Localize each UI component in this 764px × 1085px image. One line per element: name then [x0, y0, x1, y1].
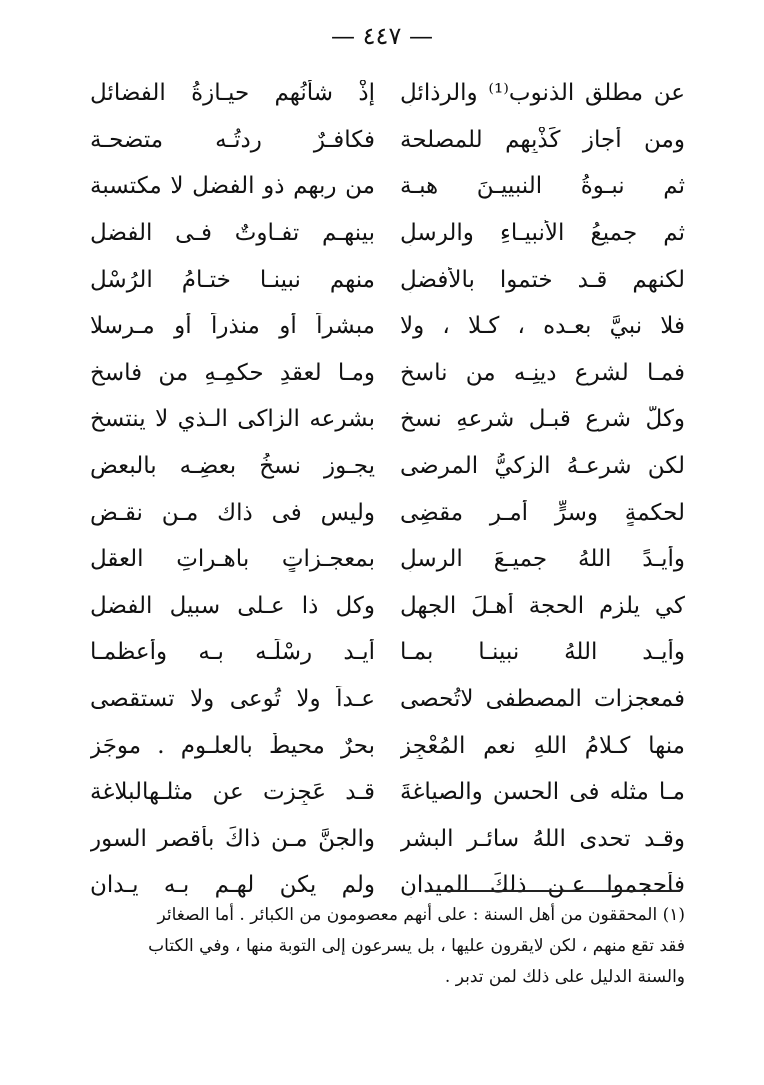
first-hemistich: فلا نبيَّ بعـده ، كـلا ، ولا: [400, 313, 685, 340]
second-hemistich: مبشراً أَو منذراً أَو مـرسلا: [90, 313, 375, 340]
second-hemistich: فكافـرٌ ردتُـه متضحـة: [90, 126, 375, 153]
verse-line: [90, 256, 685, 303]
verse-line: [90, 676, 685, 723]
footnote-separator: [425, 890, 680, 892]
second-hemistich: منهم نبينـا ختـامُ الرُسْل: [90, 266, 375, 293]
second-hemistich: من ربهم ذو الفضل لا مكتسبة: [90, 173, 375, 200]
second-hemistich: ولم يكن لهـم بـه يـدان: [90, 872, 375, 899]
page-number: — ٤٤٧ —: [331, 22, 433, 50]
verse-line: [90, 722, 685, 769]
verse-line: [90, 396, 685, 443]
footnote-line: (١) المحققون من أهل السنة : على أنهم معصومون من الكبائر . أما الصغائر: [157, 905, 685, 925]
verse-line: [90, 629, 685, 676]
second-hemistich: وليس فى ذاك مـن نقـض: [90, 499, 375, 526]
verse-line: [90, 117, 685, 164]
second-hemistich: أَيـد رسْلَـه بـه وأعظمـا: [90, 639, 375, 666]
first-hemistich: منها كـلامُ اللهِ نعم المُعْجِز: [400, 732, 685, 759]
footnote-line: والسنة الدليل على ذلك لمن تدبر .: [444, 967, 685, 987]
first-hemistich: وقـد تحدى اللهُ سائـر البشر: [400, 825, 685, 852]
footnote: [90, 900, 685, 993]
verse-line: [90, 303, 685, 350]
verse-line: [90, 163, 685, 210]
first-hemistich: فمـا لشرع دينِـه من ناسخِ: [400, 359, 685, 386]
first-hemistich: لحكمةٍ وسرٍّ أمـرٍ مقضِى: [400, 499, 685, 526]
first-hemistich: وأيـدً اللهُ جميـعَ الرسلِ: [400, 546, 685, 573]
first-hemistich: مـا مثله فى الحسنِ والصياغةَ: [400, 779, 685, 806]
first-hemistich: عن مطلق الذنوب⁽¹⁾ والرذائلِ: [400, 80, 685, 107]
first-hemistich: ثم جميعُ الأَنبيـاءِ والرسلِ: [400, 220, 685, 247]
first-hemistich: كي يلزم الحجة أَهـلَ الجهل: [400, 592, 685, 619]
second-hemistich: بينهـم تفـاوتٌ فـى الفضل: [90, 220, 375, 247]
second-hemistich: بمعجـزاتٍ باهـراتِ العقل: [90, 546, 375, 573]
first-hemistich: ثم نبـوةُ النبييـنَ هبـة: [400, 173, 685, 200]
verse-line: [90, 583, 685, 630]
footnote-line: فقد تقع منهم ، لكن لايقرون عليها ، بل يسرعون إلى التوبة منها ، وفي الكتاب: [148, 936, 685, 956]
verse-line: [90, 816, 685, 863]
verse-line: [90, 769, 685, 816]
verse-line: [90, 210, 685, 257]
verse-line: [90, 70, 685, 117]
first-hemistich: لكن شرعـهُ الزكيُّ المرضى: [400, 453, 685, 480]
verse-line: [90, 443, 685, 490]
second-hemistich: عـداً ولا تُوعى ولا تستقصى: [90, 686, 375, 713]
first-hemistich: لكنهم قـد ختموا بالأَفضلِ: [400, 266, 685, 293]
poem: [90, 70, 685, 909]
first-hemistich: وكلُّ شرع قبـل شرعهِ نسخ: [400, 406, 685, 433]
first-hemistich: فأَحجموا عـن ذلكَ الميدانِ: [400, 872, 685, 899]
verse-line: [90, 489, 685, 536]
second-hemistich: قـد عَجِزت عن مثلـهالبلاغة: [90, 779, 375, 806]
first-hemistich: فمعجزات المصطفى لاتُحصى: [400, 686, 685, 713]
verse-line: [90, 536, 685, 583]
second-hemistich: والجنَّ مـن ذاكَ بأَقصر السور: [90, 825, 375, 852]
first-hemistich: ومن أَجاز كَذْبِهم للمصلحة: [400, 126, 685, 153]
second-hemistich: إذْ شأنُهم حيـازةُ الفضائل: [90, 80, 375, 107]
verse-line: [90, 350, 685, 397]
first-hemistich: وأَيـد اللهُ نبينـا بمـا: [400, 639, 685, 666]
second-hemistich: بشرعه الزاكى الـذي لا ينتسخ: [90, 406, 375, 433]
second-hemistich: وكل ذا عـلى سبيل الفضل: [90, 592, 375, 619]
second-hemistich: ومـا لعقدِ حكمِـهِ من فاسخ: [90, 359, 375, 386]
second-hemistich: يجـوز نسخُ بعضِـه بالبعض: [90, 453, 375, 480]
second-hemistich: بحرٌ محيطٌ بالعلـوم . موجَز: [90, 732, 375, 759]
